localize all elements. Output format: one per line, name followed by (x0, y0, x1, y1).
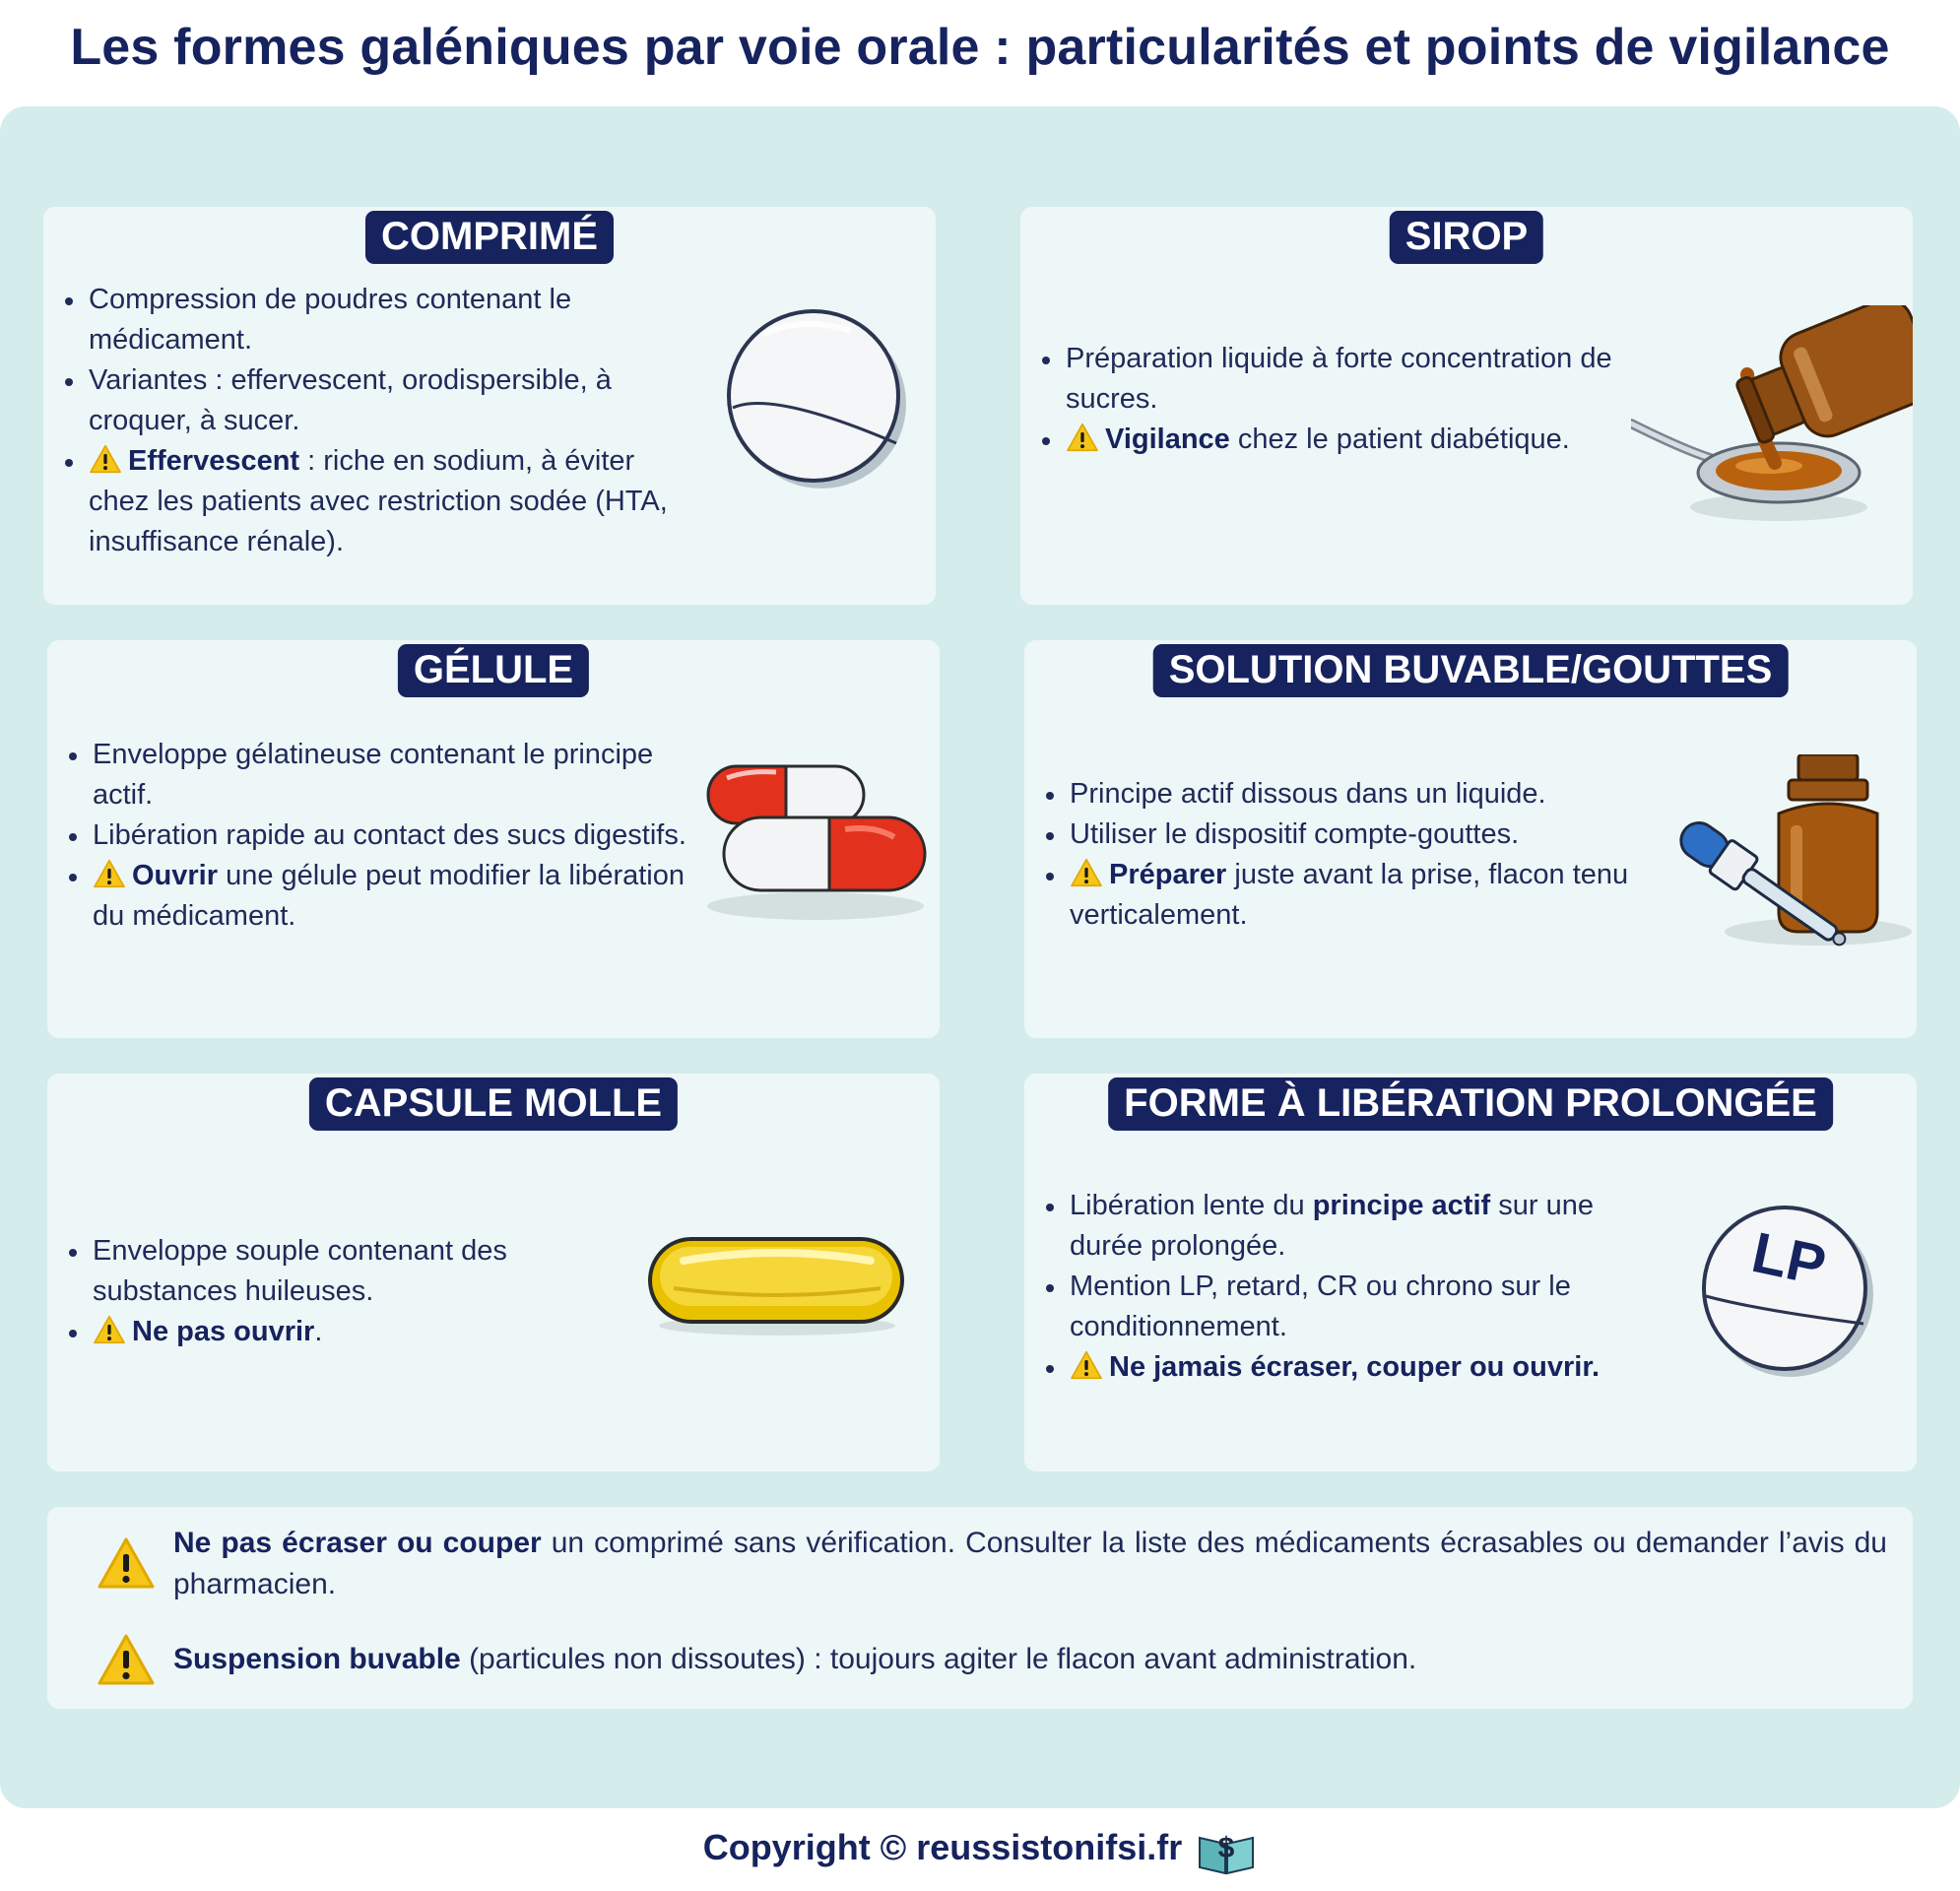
list-item: Préparer juste avant la prise, flacon tenu verticalement. (1042, 855, 1653, 936)
warning-icon (89, 444, 122, 474)
warning-icon (93, 1315, 126, 1344)
footer (0, 1822, 1960, 1875)
list-item: Ouvrir une gélule peut modifier la libération du médicament. (65, 856, 695, 937)
svg-text:$: $ (1217, 1832, 1235, 1865)
card-comprime (43, 207, 936, 605)
card-liberation-prolongee (1024, 1074, 1917, 1471)
warnings-box (47, 1507, 1913, 1709)
warning-icon (1070, 858, 1103, 887)
softgel-illustration (644, 1231, 910, 1339)
card-title: SIROP (1390, 211, 1543, 264)
warning-icon (93, 859, 126, 888)
warning-text: Ne pas écraser ou couper un comprimé sans vérification. Consulter la liste des médicaments écrasables ou demander l’avis du pharmacien. (173, 1527, 1887, 1600)
card-title: CAPSULE MOLLE (309, 1077, 678, 1131)
copyright-text: Copyright © reussistonifsi.fr (702, 1827, 1183, 1867)
card-title: SOLUTION BUVABLE/GOUTTES (1153, 644, 1789, 697)
list-item: Libération lente du principe actif sur une durée prolongée. (1042, 1186, 1653, 1267)
book-dollar-icon (1196, 1824, 1257, 1875)
card-sirop (1020, 207, 1913, 605)
warning-icon (1070, 1350, 1103, 1380)
list-item: Variantes : effervescent, orodispersible, à croquer, à sucer. (61, 360, 691, 441)
card-solution (1024, 640, 1917, 1038)
card-title: FORME À LIBÉRATION PROLONGÉE (1108, 1077, 1833, 1131)
list-item: Ne pas ouvrir. (65, 1312, 617, 1352)
list-item: Vigilance chez le patient diabétique. (1038, 420, 1668, 460)
warning-icon (1066, 423, 1099, 452)
dropper-bottle-illustration (1641, 754, 1917, 961)
list-item: Libération rapide au contact des sucs digestifs. (65, 815, 695, 856)
lp-tablet-illustration (1698, 1202, 1885, 1389)
list-item: Utiliser le dispositif compte-gouttes. (1042, 815, 1653, 855)
syrup-spoon-illustration (1631, 305, 1913, 532)
list-item: Mention LP, retard, CR ou chrono sur le conditionnement. (1042, 1267, 1653, 1347)
list-item: Enveloppe gélatineuse contenant le principe actif. (65, 735, 695, 815)
list-item: Effervescent : riche en sodium, à éviter chez les patients avec restriction sodée (HTA, insuffisance rénale). (61, 441, 691, 562)
warning-icon (97, 1633, 156, 1686)
warning-text: Suspension buvable (particules non dissoutes) : toujours agiter le flacon avant administration. (173, 1643, 1417, 1675)
list-item: Compression de poudres contenant le médicament. (61, 280, 691, 360)
warning-icon (97, 1536, 156, 1590)
content-panel (0, 106, 1960, 1808)
card-gelule (47, 640, 940, 1038)
page-title: Les formes galéniques par voie orale : particularités et points de vigilance (70, 19, 1890, 76)
tablet-illustration (723, 305, 910, 492)
card-title: COMPRIMÉ (365, 211, 614, 264)
list-item: Ne jamais écraser, couper ou ouvrir. (1042, 1347, 1653, 1388)
list-item: Principe actif dissous dans un liquide. (1042, 774, 1653, 815)
capsule-pills-illustration (697, 758, 934, 926)
list-item: Enveloppe souple contenant des substances huileuses. (65, 1231, 617, 1312)
card-title: GÉLULE (398, 644, 589, 697)
lp-label: LP (1746, 1220, 1832, 1299)
card-capsule-molle (47, 1074, 940, 1471)
list-item: Préparation liquide à forte concentration de sucres. (1038, 339, 1668, 420)
